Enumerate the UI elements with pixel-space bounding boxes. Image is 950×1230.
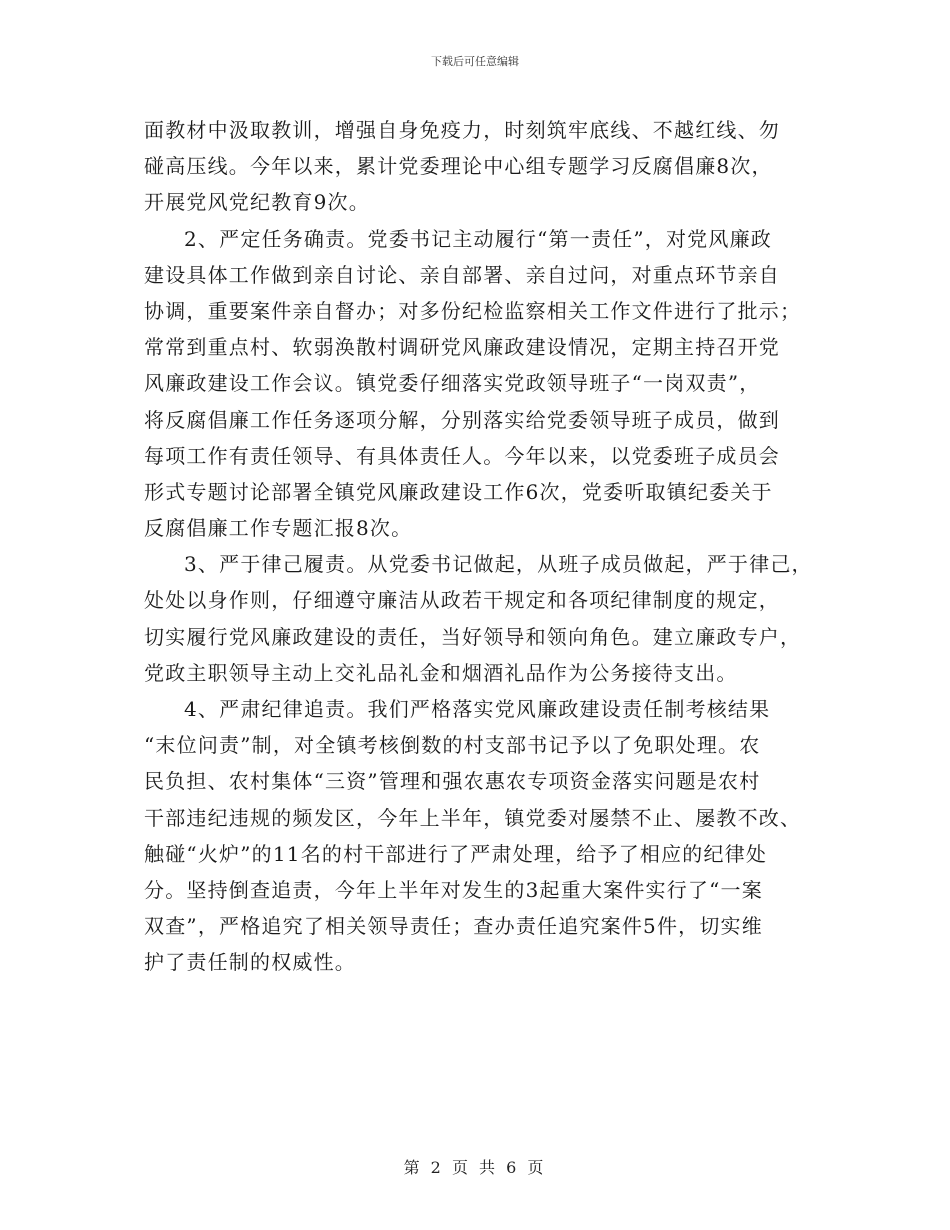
text-line: 护了责任制的权威性。 (144, 950, 356, 975)
text-line: 触碰“火炉”的11名的村干部进行了严肃处理，给予了相应的纪律处 (144, 841, 768, 866)
page-header: 下载后可任意编辑 (431, 55, 519, 68)
paragraph-start-line: 3、严于律己履责。从党委书记做起，从班子成员做起，严于律己， (184, 552, 813, 577)
text-line: 每项工作有责任领导、有具体责任人。今年以来，以党委班子成员会 (144, 443, 780, 468)
text-line: 开展党风党纪教育9次。 (144, 190, 370, 215)
text-line: 常常到重点村、软弱涣散村调研党风廉政建设情况，定期主持召开党 (144, 335, 780, 360)
text-line: 双查”，严格追究了相关领导责任；查办责任追究案件5件，切实维 (144, 914, 763, 939)
text-line: 协调，重要案件亲自督办；对多份纪检监察相关工作文件进行了批示； (144, 298, 802, 323)
paragraph-start-line: 2、严定任务确责。党委书记主动履行“第一责任”，对党风廉政 (184, 226, 772, 251)
text-line: 将反腐倡廉工作任务逐项分解，分别落实给党委领导班子成员，做到 (144, 407, 780, 432)
text-line: 风廉政建设工作会议。镇党委仔细落实党政领导班子“一岗双责”， (144, 371, 761, 396)
text-line: 形式专题讨论部署全镇党风廉政建设工作6次，党委听取镇纪委关于 (144, 479, 773, 504)
text-line: 切实履行党风廉政建设的责任，当好领导和领向角色。建立廉政专户， (144, 624, 802, 649)
text-line: 建设具体工作做到亲自讨论、亲自部署、亲自过问，对重点环节亲自 (144, 262, 780, 287)
text-line: 反腐倡廉工作专题汇报8次。 (144, 516, 413, 541)
document-body (144, 112, 813, 981)
text-line: 分。坚持倒查追责，今年上半年对发生的3起重大案件实行了“一案 (144, 877, 763, 902)
text-line: 党政主职领导主动上交礼品礼金和烟酒礼品作为公务接待支出。 (144, 660, 738, 685)
text-line: 碰高压线。今年以来，累计党委理论中心组专题学习反腐倡廉8次， (144, 154, 773, 179)
text-line: “末位问责”制，对全镇考核倒数的村支部书记予以了免职处理。农 (144, 733, 761, 758)
page-footer: 第 2 页 共 6 页 (403, 1158, 547, 1177)
text-line: 干部违纪违规的频发区，今年上半年，镇党委对屡禁不止、屡教不改、 (144, 805, 802, 830)
text-line: 面教材中汲取教训，增强自身免疫力，时刻筑牢底线、不越红线、勿 (144, 118, 780, 142)
text-line: 民负担、农村集体“三资”管理和强农惠农专项资金落实问题是农村 (144, 769, 761, 794)
paragraph-start-line: 4、严肃纪律追责。我们严格落实党风廉政建设责任制考核结果 (184, 697, 771, 721)
text-line: 处处以身作则，仔细遵守廉洁从政若干规定和各项纪律制度的规定， (144, 588, 780, 613)
